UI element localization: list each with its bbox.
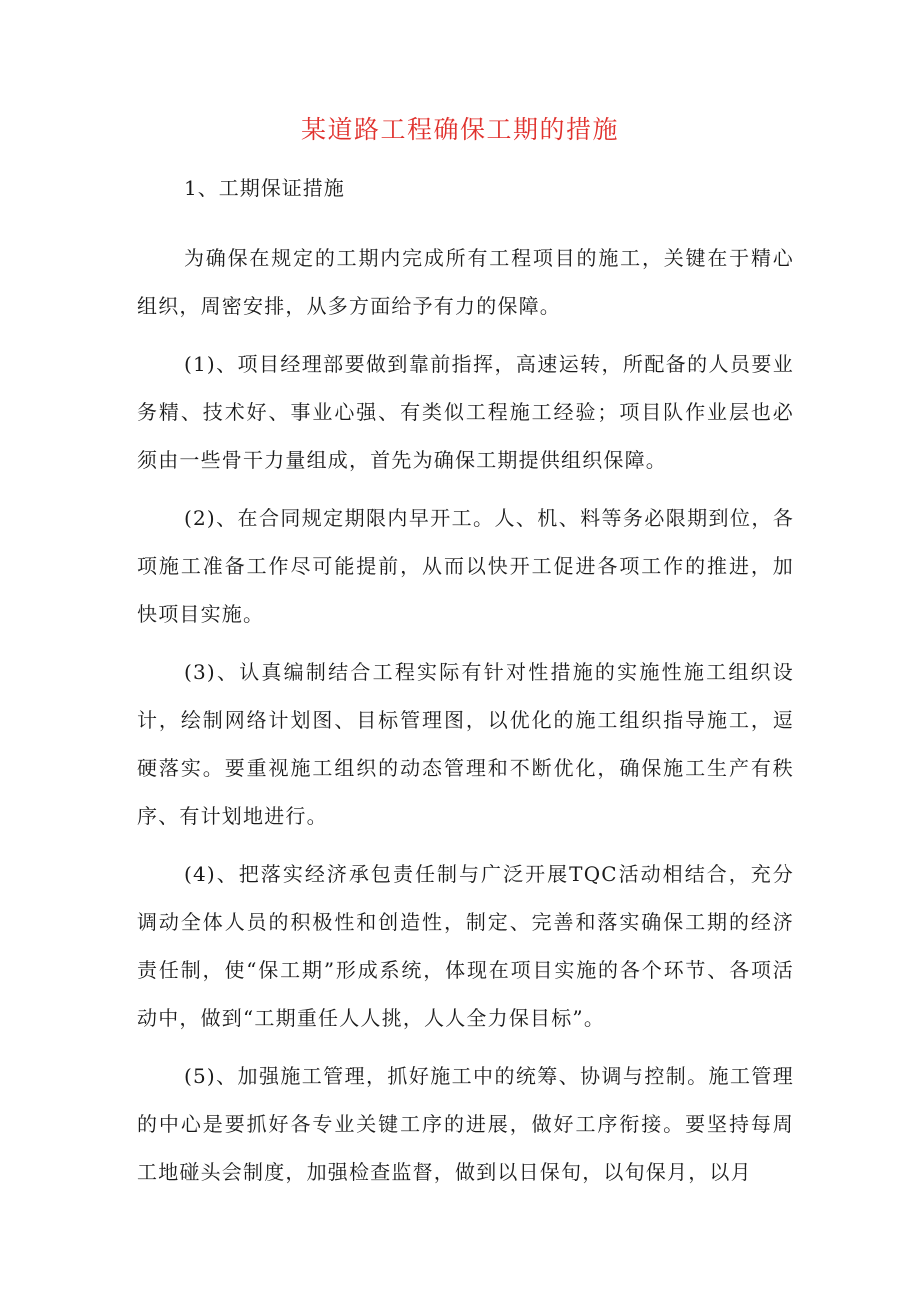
paragraph-item-2: (2)、在合同规定期限内早开工。人、机、料等务必限期到位，各项施工准备工作尽可能提前，从而以快开工促进各项工作的推进，加快项目实施。 bbox=[137, 506, 794, 626]
paragraph-item-5: (5)、加强施工管理，抓好施工中的统筹、协调与控制。施工管理的中心是要抓好各专业关键工序的进展，做好工序衔接。要坚持每周工地碰头会制度，加强检查监督，做到以日保旬，以旬保月，以月 bbox=[137, 1064, 794, 1184]
paragraph-intro: 为确保在规定的工期内完成所有工程项目的施工，关键在于精心组织，周密安排，从多方面给予有力的保障。 bbox=[137, 246, 794, 318]
paragraph-item-1: (1)、项目经理部要做到靠前指挥，高速运转，所配备的人员要业务精、技术好、事业心强、有类似工程施工经验；项目队作业层也必须由一些骨干力量组成，首先为确保工期提供组织保障。 bbox=[137, 352, 794, 472]
document-title: 某道路工程确保工期的措施 bbox=[300, 115, 619, 144]
paragraph-item-3: (3)、认真编制结合工程实际有针对性措施的实施性施工组织设计，绘制网络计划图、目标管理图，以优化的施工组织指导施工，逗硬落实。要重视施工组织的动态管理和不断优化，确保施工生产有秩序、有计划地进行。 bbox=[137, 660, 794, 828]
paragraph-item-4: (4)、把落实经济承包责任制与广泛开展TQC活动相结合，充分调动全体人员的积极性和创造性，制定、完善和落实确保工期的经济责任制，使“保工期”形成系统，体现在项目实施的各个环节、各项活动中，做到“工期重任人人挑，人人全力保目标”。 bbox=[137, 862, 794, 1030]
document-body bbox=[137, 234, 794, 1206]
section-heading: 1、工期保证措施 bbox=[184, 176, 345, 200]
